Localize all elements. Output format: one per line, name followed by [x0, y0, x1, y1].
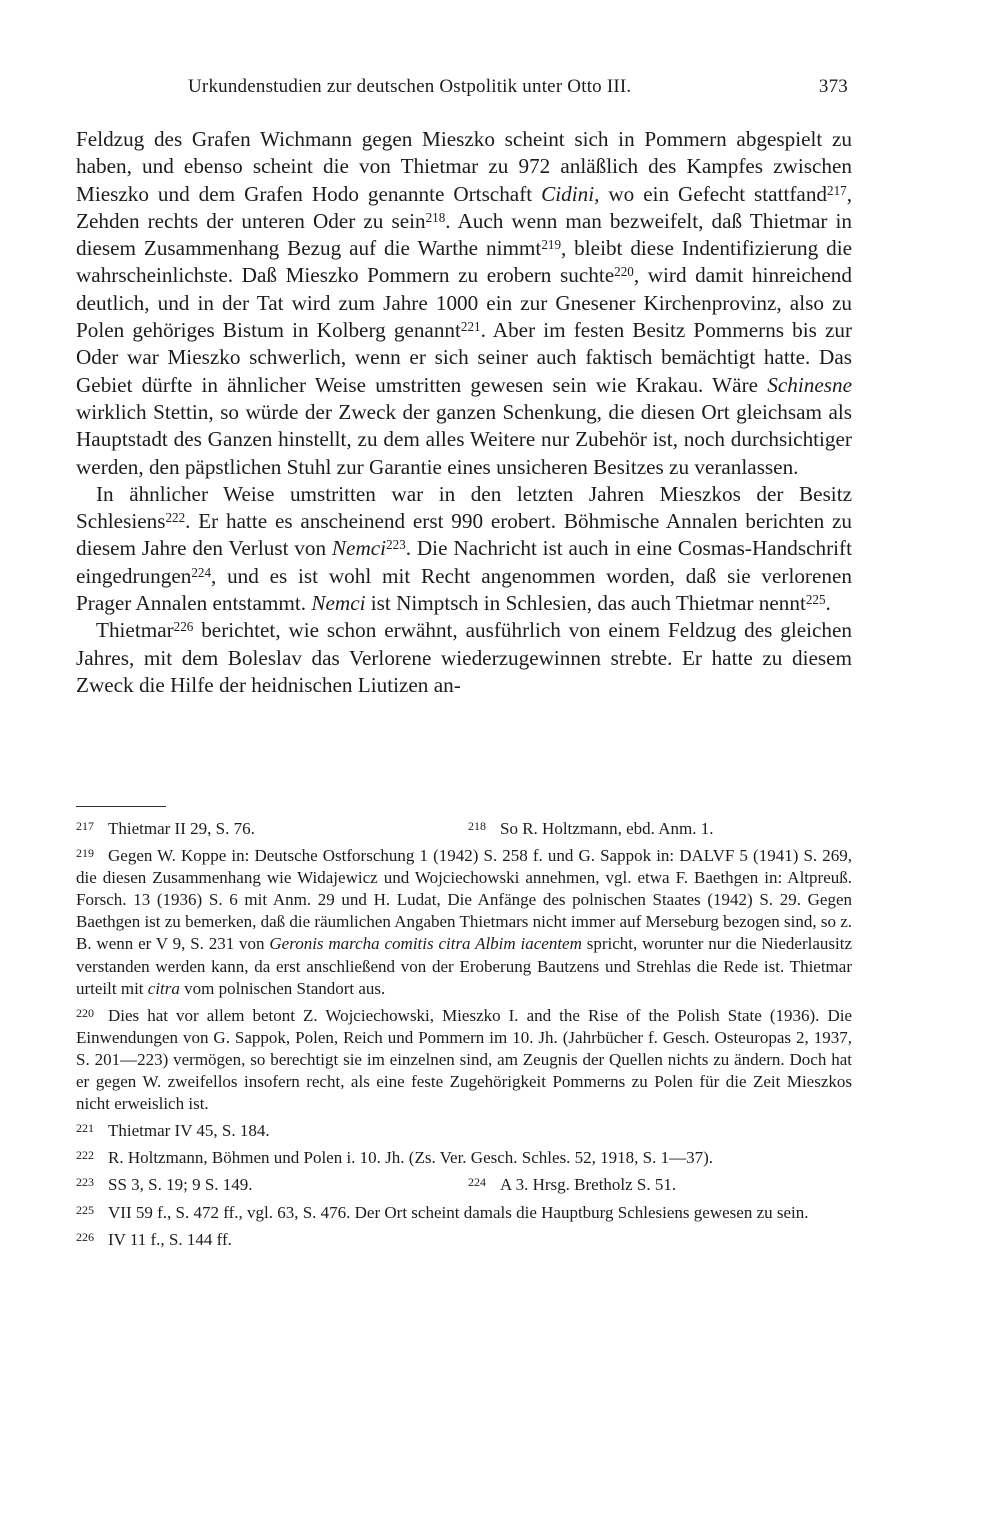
- footnote-221: [76, 1117, 852, 1142]
- footnote-ref[interactable]: 225: [805, 592, 826, 608]
- page-number: 373: [818, 76, 848, 97]
- paragraph-2: [76, 481, 852, 617]
- footnotes: [76, 815, 852, 1253]
- italic-place-name: Nemci: [331, 536, 387, 561]
- footnote-number: 222: [76, 1148, 94, 1163]
- footnote-divider: [76, 806, 166, 807]
- footnote-ref[interactable]: 224: [191, 564, 211, 580]
- footnote-text: A 3. Hrsg. Bretholz S. 51.: [500, 1175, 677, 1195]
- main-text: [76, 126, 852, 699]
- text-run: , wird damit hinreichend deutlich, und in der Tat wird zum Jahre 1000 ein zur Gnesener Kirchenprovinz, also zu Polen gehöriges Bistum in Kolberg genannt: [76, 263, 852, 343]
- italic-place-name: Cidini,: [541, 181, 600, 206]
- footnote-row: [76, 1171, 852, 1196]
- footnote-number: 217: [76, 819, 94, 833]
- footnote-text: SS 3, S. 19; 9 S. 149.: [108, 1175, 253, 1195]
- paragraph-3: [76, 617, 852, 699]
- footnote-number: 223: [76, 1175, 94, 1190]
- footnote-217: [76, 815, 468, 840]
- text-run: wo ein Gefecht stattfand: [599, 181, 828, 206]
- footnote-text: Thietmar IV 45, S. 184.: [108, 1121, 270, 1141]
- paragraph-1: [76, 126, 852, 481]
- text-run: In ähnlicher Weise umstritten war in den letzten Jahren Mieszkos der Besitz Schlesiens: [76, 481, 852, 534]
- footnote-ref[interactable]: 226: [173, 619, 194, 635]
- footnote-ref[interactable]: 220: [614, 264, 634, 280]
- footnote-number: 225: [76, 1202, 94, 1217]
- footnote-text: Dies hat vor allem betont Z. Wojciechowski, Mieszko I. and the Rise of the Polish State (1936). Die Einwendungen von G. Sappok, Polen, Reich und Pommern im 10. Jh. (Jahrbücher f. Gesch. Osteuropas 2, 1937, S. 201—223) vermögen, so berechtigt sie im einzelnen sind, am Zeugnis der Quellen nichts zu ändern. Doch hat er gegen W. zweifellos insofern recht, als eine feste Zugehörigkeit Pommerns zu Polen für die Zeit Mieszkos nicht erweislich ist.: [76, 1005, 852, 1114]
- text-run: , und es ist wohl mit Recht angenommen worden, daß sie verlorenen Prager Annalen entstammt.: [76, 563, 852, 616]
- footnote-text: R. Holtzmann, Böhmen und Polen i. 10. Jh. (Zs. Ver. Gesch. Schles. 52, 1918, S. 1—37).: [108, 1148, 714, 1168]
- text-run: . Er hatte es anscheinend erst 990 erobert. Böhmische Annalen berichten zu diesem Jahre den Verlust von: [76, 509, 852, 561]
- footnote-219: [76, 842, 852, 1000]
- text-run: . Die Nachricht ist auch in eine Cosmas-Handschrift eingedrungen: [76, 536, 852, 588]
- text-run: . Auch wenn man bezweifelt, daß Thietmar in diesem Zusammenhang Bezug auf die Warthe nimmt: [76, 208, 852, 261]
- footnote-225: [76, 1199, 852, 1224]
- footnote-text: spricht, worunter nur die Niederlausitz verstanden werden kann, da erst anschließend von der Eroberung Bautzens und Strehlas die Rede ist. Thietmar urteilt mit: [76, 934, 852, 998]
- footnote-number: 219: [76, 846, 94, 861]
- text-run: , bleibt diese Indentifizierung die wahrscheinlichste. Daß Mieszko Pommern zu erobern suchte: [76, 236, 852, 288]
- footnote-ref[interactable]: 218: [425, 209, 446, 225]
- footnote-number: 224: [468, 1175, 486, 1190]
- text-run: .: [825, 591, 831, 616]
- text-run: wirklich Stettin, so würde der Zweck der ganzen Schenkung, die diesen Ort gleichsam als Hauptstadt des Ganzen hinstellt, zu dem alles Weitere nur Zubehör ist, noch durchsichtiger werden, den päpstlichen Stuhl zur Garantie eines unsicheren Besitzes zu veranlassen.: [76, 399, 852, 479]
- footnote-text: Thietmar II 29, S. 76.: [108, 819, 255, 838]
- footnote-text: IV 11 f., S. 144 ff.: [108, 1229, 232, 1249]
- footnote-quote: citra: [147, 978, 180, 998]
- footnote-218: [468, 815, 713, 840]
- footnote-text: vom polnischen Standort aus.: [179, 978, 386, 998]
- footnote-226: [76, 1226, 852, 1251]
- text-run: Feldzug des Grafen Wichmann gegen Mieszko scheint sich in Pommern abgespielt zu haben, und ebenso scheint die von Thietmar zu 972 anläßlich des Kampfes zwischen Mieszko und dem Grafen Hodo genannte Ortschaft: [76, 127, 852, 206]
- running-header: [76, 72, 852, 102]
- italic-place-name: Schinesne: [767, 372, 852, 397]
- footnote-text: Gegen W. Koppe in: Deutsche Ostforschung 1 (1942) S. 258 f. und G. Sappok in: DALVF 5 (1941) S. 269, die diesen Zusammenhang wie Widajewicz und Wojciechowski annehmen, vgl. etwa F. Baethgen in: Altpreuß. Forsch. 13 (1936) S. 6 mit Anm. 29 und H. Ludat, Die Anfänge des polnischen Staates (1942) S. 29. Gegen Baethgen ist zu bemerken, daß die räumlichen Angaben Thietmars nicht immer auf Merseburg bezogen sind, so z. B. wenn er V 9, S. 231 von: [76, 846, 852, 954]
- footnote-ref[interactable]: 221: [460, 319, 481, 335]
- footnote-text: So R. Holtzmann, ebd. Anm. 1.: [500, 819, 714, 838]
- text-run: . Aber im festen Besitz Pommerns bis zur Oder war Mieszko schwerlich, wenn er sich seiner auch faktisch bemächtigt hatte. Das Gebiet dürfte in ähnlicher Weise umstritten gewesen sein wie Krakau. Wäre: [76, 318, 853, 397]
- footnote-ref[interactable]: 223: [386, 537, 406, 553]
- footnote-number: 221: [76, 1121, 94, 1136]
- footnote-quote: Geronis marcha comitis citra Albim iacentem: [269, 934, 582, 954]
- italic-place-name: Nemci: [311, 591, 366, 616]
- text-run: ist Nimptsch in Schlesien, das auch Thietmar nennt: [365, 591, 806, 616]
- footnote-number: 226: [76, 1229, 94, 1244]
- footnote-row: [76, 815, 852, 840]
- footnote-number: 220: [76, 1005, 94, 1020]
- text-run: Thietmar: [96, 618, 174, 643]
- footnote-222: [76, 1144, 852, 1169]
- footnote-ref[interactable]: 219: [541, 237, 561, 253]
- footnote-ref[interactable]: 217: [827, 182, 847, 198]
- text-run: berichtet, wie schon erwähnt, ausführlich von einem Feldzug des gleichen Jahres, mit dem Boleslav das Verlorene wiederzugewinnen strebte. Er hatte zu diesem Zweck die Hilfe der heidnischen Liutizen an-: [76, 618, 852, 697]
- footnote-number: 218: [468, 819, 486, 833]
- footnote-ref[interactable]: 222: [165, 510, 186, 526]
- running-title: Urkundenstudien zur deutschen Ostpolitik unter Otto III.: [188, 76, 632, 97]
- footnote-text: VII 59 f., S. 472 ff., vgl. 63, S. 476. Der Ort scheint damals die Hauptburg Schlesiens gewesen zu sein.: [108, 1202, 809, 1222]
- footnote-220: [76, 1002, 852, 1115]
- text-run: , Zehden rechts der unteren Oder zu sein: [76, 181, 852, 233]
- footnote-224: [468, 1171, 676, 1196]
- footnote-223: [76, 1171, 468, 1196]
- book-page: [76, 0, 852, 1540]
